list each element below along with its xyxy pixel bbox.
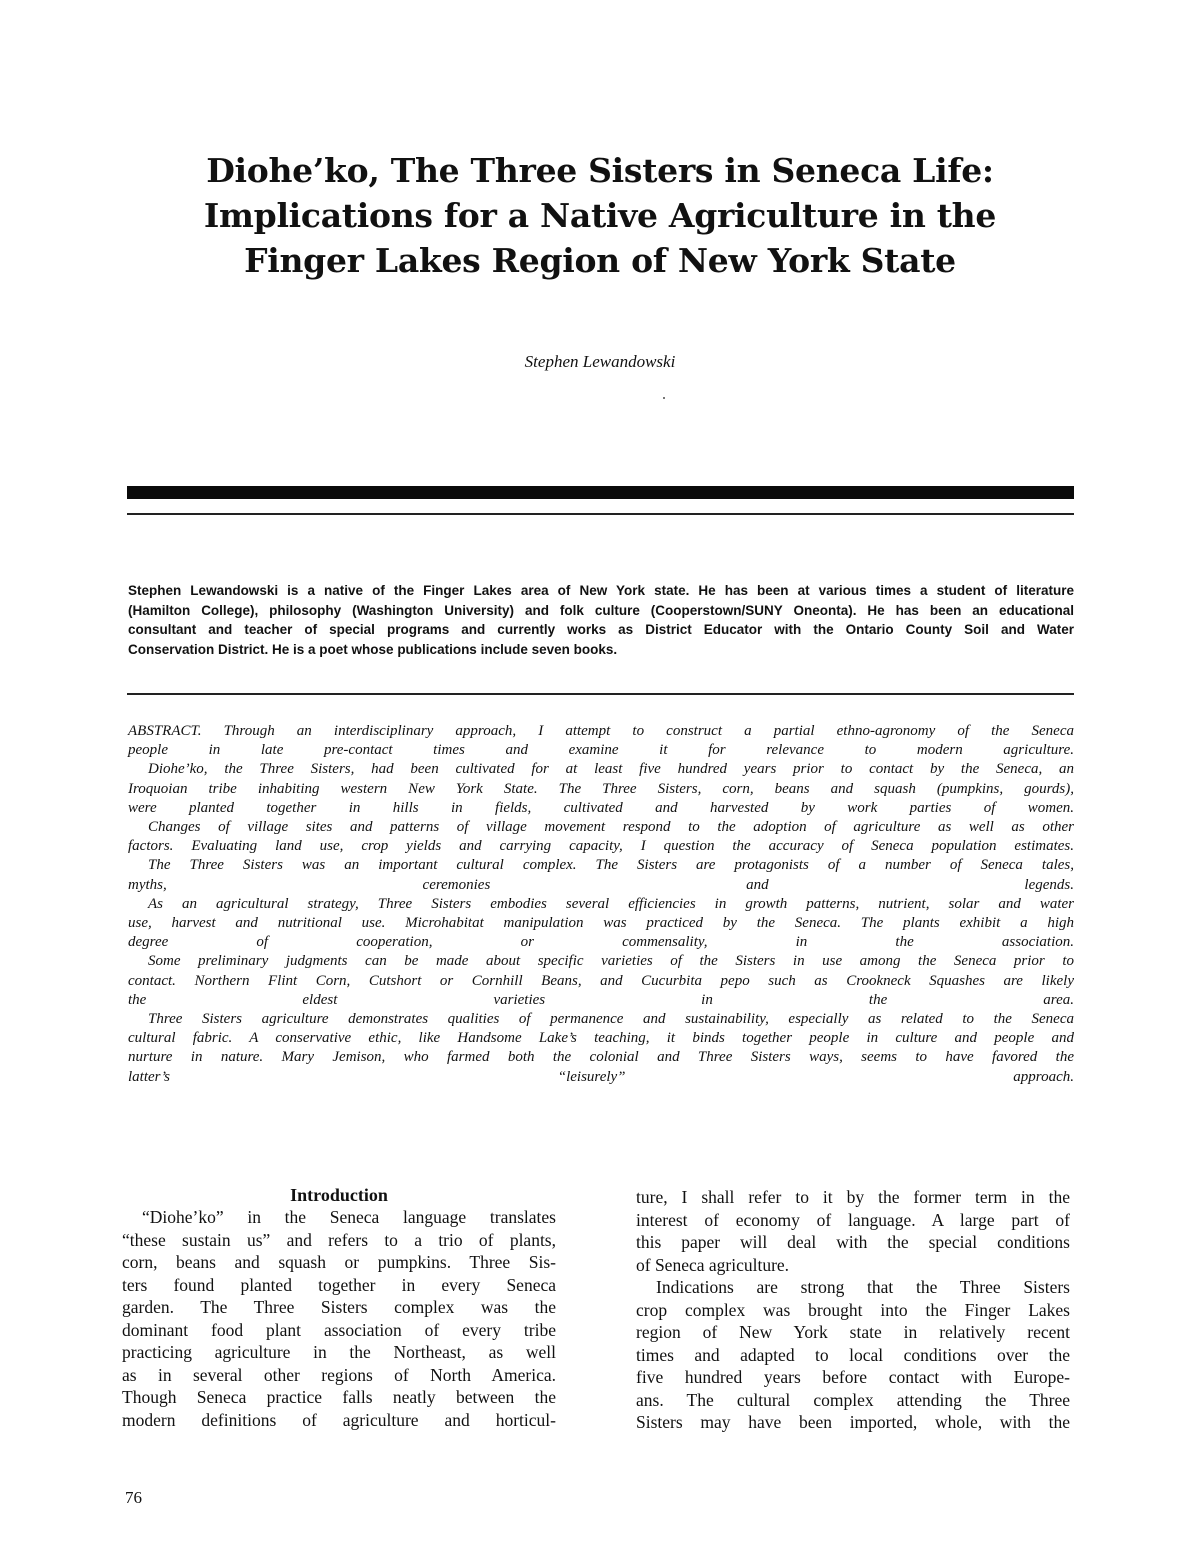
- body-line: ture, I shall refer to it by the former term in the: [636, 1187, 1070, 1207]
- abstract-line: latter’s “leisurely” approach.: [128, 1068, 1074, 1085]
- abstract-line: the eldest varieties in the area.: [128, 991, 1074, 1008]
- abstract-paragraph: [128, 856, 1074, 894]
- title-line: Diohe’ko, The Three Sisters in Seneca Life:: [206, 151, 994, 190]
- body-paragraph: [122, 1206, 556, 1431]
- body-line: “these sustain us” and refers to a trio of plants,: [122, 1229, 556, 1250]
- abstract-line: use, harvest and nutritional use. Microhabitat manipulation was practiced by the Seneca. The plants exhibit a high: [128, 915, 1074, 932]
- body-line: “Diohe’ko” in the Seneca language translates: [142, 1207, 556, 1227]
- abstract-line: Changes of village sites and patterns of village movement respond to the adoption of agriculture as well as other: [148, 819, 1074, 836]
- author-name: Stephen Lewandowski: [524, 352, 676, 371]
- section-rule: [127, 693, 1074, 695]
- body-paragraph: [636, 1186, 1070, 1276]
- abstract-paragraph: [128, 760, 1074, 818]
- abstract-paragraph: [128, 818, 1074, 856]
- speck-mark: [663, 397, 665, 399]
- body-line: Though Seneca practice falls neatly between the: [122, 1387, 556, 1407]
- abstract-paragraph: [128, 952, 1074, 1010]
- abstract-line: Iroquoian tribe inhabiting western New York State. The Three Sisters, corn, beans and squash (pumpkins, gourds),: [128, 780, 1074, 797]
- body-line: garden. The Three Sisters complex was the: [122, 1297, 556, 1317]
- thin-rule: [127, 513, 1074, 515]
- abstract-line: As an agricultural strategy, Three Sisters embodies several efficiencies in growth patterns, nutrient, solar and water: [148, 895, 1074, 912]
- right-column: [636, 1186, 1070, 1434]
- abstract-line: nurture in nature. Mary Jemison, who farmed both the colonial and Three Sisters ways, seems to have favored the: [128, 1049, 1074, 1066]
- body-line: five hundred years before contact with Europe-: [636, 1367, 1070, 1387]
- body-paragraph: [636, 1276, 1070, 1434]
- body-line: practicing agriculture in the Northeast, as well: [122, 1342, 556, 1362]
- body-line: of Seneca agriculture.: [636, 1254, 790, 1275]
- abstract-paragraph: [128, 895, 1074, 953]
- abstract-line: Three Sisters agriculture demonstrates qualities of permanence and sustainability, especially as related to the Seneca: [148, 1011, 1074, 1028]
- bio-line: consultant and teacher of special programs and currently works as District Educator with the Ontario County Soil and Water: [128, 622, 1074, 637]
- left-column: [122, 1184, 556, 1431]
- body-line: crop complex was brought into the Finger Lakes: [636, 1299, 1070, 1320]
- abstract-line: myths, ceremonies and legends.: [128, 876, 1074, 893]
- body-line: as in several other regions of North America.: [122, 1364, 556, 1385]
- author-bio: [128, 581, 1074, 659]
- body-line: Indications are strong that the Three Sisters: [656, 1277, 1070, 1297]
- title-line: Implications for a Native Agriculture in the: [203, 196, 997, 235]
- abstract-line: people in late pre-contact times and examine it for relevance to modern agriculture.: [128, 742, 1074, 759]
- body-line: interest of economy of language. A large part of: [636, 1209, 1070, 1230]
- abstract-line: Diohe’ko, the Three Sisters, had been cultivated for at least five hundred years prior to contact by the Seneca, an: [148, 761, 1074, 778]
- abstract-line: Some preliminary judgments can be made about specific varieties of the Sisters in use among the Seneca prior to: [148, 953, 1074, 970]
- body-line: this paper will deal with the special conditions: [636, 1232, 1070, 1252]
- bio-line: Conservation District. He is a poet whose publications include seven books.: [128, 641, 618, 657]
- body-line: modern definitions of agriculture and horticul-: [122, 1409, 556, 1430]
- abstract-line: were planted together in hills in fields, cultivated and harvested by work parties of women.: [128, 799, 1074, 816]
- abstract-line: cultural fabric. A conservative ethic, like Handsome Lake’s teaching, it binds together people in culture and people and: [128, 1030, 1074, 1047]
- title-line: Finger Lakes Region of New York State: [244, 241, 956, 280]
- body-line: ters found planted together in every Seneca: [122, 1274, 556, 1295]
- paper-title: [150, 148, 1050, 283]
- body-line: times and adapted to local conditions over the: [636, 1344, 1070, 1365]
- section-heading: Introduction: [290, 1185, 388, 1205]
- abstract-line: ABSTRACT. Through an interdisciplinary approach, I attempt to construct a partial ethno-agronomy of the Seneca: [128, 723, 1074, 739]
- bio-line: Stephen Lewandowski is a native of the Finger Lakes area of New York state. He has been at various times a student of literature: [128, 583, 1074, 598]
- body-line: ans. The cultural complex attending the Three: [636, 1389, 1070, 1410]
- abstract-paragraph: [128, 722, 1074, 760]
- abstract-line: The Three Sisters was an important cultural complex. The Sisters are protagonists of a number of Seneca tales,: [148, 857, 1074, 874]
- abstract: [128, 722, 1074, 1087]
- abstract-line: factors. Evaluating land use, crop yields and carrying capacity, I question the accuracy of Seneca population estimates.: [128, 838, 1074, 855]
- abstract-line: contact. Northern Flint Corn, Cutshort or Cornhill Beans, and Cucurbita pepo such as Crookneck Squashes are likely: [128, 972, 1074, 989]
- page-number: 76: [125, 1488, 142, 1507]
- abstract-line: degree of cooperation, or commensality, in the association.: [128, 934, 1074, 951]
- body-line: Sisters may have been imported, whole, with the: [636, 1412, 1070, 1432]
- body-line: region of New York state in relatively recent: [636, 1322, 1070, 1342]
- body-line: corn, beans and squash or pumpkins. Three Sis-: [122, 1252, 556, 1272]
- abstract-paragraph: [128, 1010, 1074, 1087]
- bio-line: (Hamilton College), philosophy (Washington University) and folk culture (Cooperstown/SUNY Oneonta). He has been an educational: [128, 602, 1074, 618]
- body-line: dominant food plant association of every tribe: [122, 1319, 556, 1340]
- thick-rule: [127, 486, 1074, 499]
